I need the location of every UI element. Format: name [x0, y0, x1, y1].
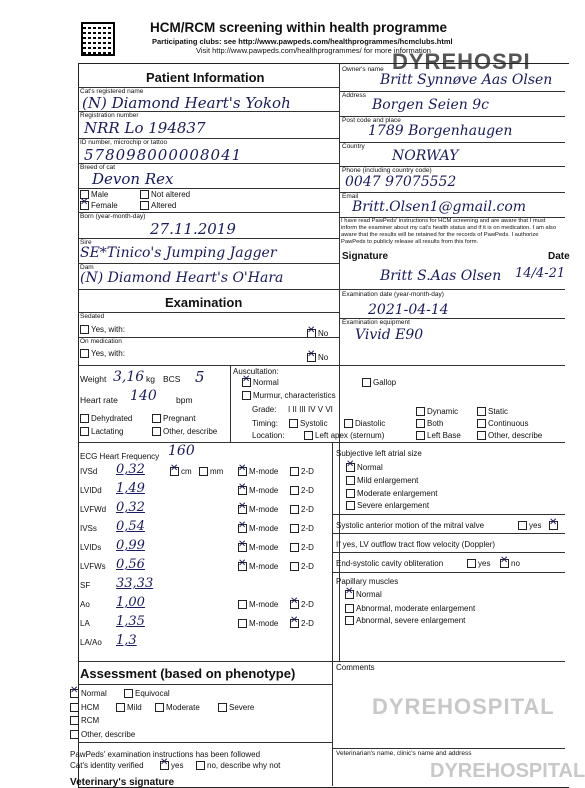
sire-value: SE*Tinico's Jumping Jagger — [80, 245, 277, 261]
ecg-row — [78, 595, 333, 613]
twod-option[interactable]: 2-D — [290, 486, 314, 495]
altered-checkbox[interactable] — [140, 201, 149, 210]
assess-equivocal[interactable]: Equivocal — [124, 689, 170, 698]
cats-name-label: Cat's registered name — [80, 88, 144, 95]
ecg-label: IVSd — [80, 467, 98, 476]
bcs-value: 5 — [195, 368, 205, 386]
ecg-label: IVSs — [80, 524, 97, 533]
assess-normal[interactable]: ✕Normal — [70, 689, 107, 698]
address-value: Borgen Seien 9c — [372, 97, 489, 113]
twod-option[interactable]: 2-D — [290, 524, 314, 533]
la-size-label: Subjective left atrial size — [336, 449, 422, 458]
dob-label: Born (year-month-day) — [80, 213, 146, 220]
la-normal[interactable]: ✕Normal — [346, 463, 383, 472]
assess-rcm[interactable]: RCM — [70, 716, 99, 725]
assess-normal-checkbox[interactable] — [70, 689, 79, 698]
assess-severe-checkbox[interactable] — [218, 703, 227, 712]
bpm-unit: bpm — [176, 395, 193, 405]
mmode-option[interactable]: ✕ M-mode — [238, 486, 278, 495]
address-label: Address — [342, 92, 366, 99]
ausc-murmur-checkbox[interactable] — [242, 391, 251, 400]
instructions-followed: PawPeds' examination instructions has been followed — [70, 750, 261, 759]
postcode-value: 1789 Borgenhaugen — [368, 123, 513, 139]
la-mild[interactable]: Mild enlargement — [346, 476, 418, 485]
twod-checkbox[interactable] — [290, 505, 299, 514]
pap-severe[interactable]: Abnormal, severe enlargement — [345, 616, 465, 625]
ecg-value: 0,99 — [116, 538, 145, 553]
vet-signature-label: Veterinary's signature — [70, 777, 175, 788]
ecg-row — [78, 538, 333, 556]
la-mild-checkbox[interactable] — [346, 476, 355, 485]
ecg-value: 0,32 — [116, 462, 145, 477]
diastolic-checkbox[interactable] — [344, 419, 353, 428]
left-base-checkbox[interactable] — [416, 431, 425, 440]
reg-value: NRR Lo 194837 — [84, 119, 206, 137]
continuous-checkbox[interactable] — [477, 419, 486, 428]
mmode-checkbox[interactable] — [238, 619, 247, 628]
ecg-value: 0,32 — [116, 500, 145, 515]
grade-label: Grade: — [252, 405, 277, 414]
medication-yes[interactable]: Yes, with: — [80, 349, 125, 358]
twod-checkbox[interactable] — [290, 562, 299, 571]
both-option[interactable]: Both — [416, 419, 443, 428]
pap-moderate-checkbox[interactable] — [345, 604, 354, 613]
examination-title: Examination — [165, 295, 243, 310]
papillary-label: Papillary muscles — [336, 577, 399, 586]
mmode-checkbox[interactable] — [238, 600, 247, 609]
left-apex-checkbox[interactable] — [304, 431, 313, 440]
ecg-row — [78, 633, 333, 651]
ecg-label: Ao — [80, 600, 90, 609]
visit-link[interactable]: Visit http://www.pawpeds.com/healthprogrammes/ for more information — [196, 46, 431, 55]
ecg-value: 1,49 — [116, 481, 145, 496]
clinic-stamp-faint: DYREHOSPITAL — [372, 694, 555, 719]
dam-label: Dam — [80, 264, 94, 271]
eso-label: End-systolic cavity obliteration — [336, 559, 444, 568]
bcs-label: BCS — [163, 374, 181, 384]
location-label: Location: — [252, 431, 285, 440]
signature-label: Signature — [342, 251, 389, 262]
twod-option[interactable]: 2-D — [290, 543, 314, 552]
mmode-checkbox[interactable] — [238, 524, 247, 533]
ecg-value: 0,56 — [116, 557, 145, 572]
ecg-label: LA — [80, 619, 90, 628]
eso-no-checkbox[interactable] — [500, 559, 509, 568]
ecg-hr-value: 160 — [168, 443, 195, 459]
mmode-checkbox[interactable] — [238, 467, 247, 476]
vet-name-label: Veterinarian's name, clinic's name and address — [336, 750, 472, 757]
not-altered-checkbox[interactable] — [140, 190, 149, 199]
equipment-value: Vivid E90 — [355, 327, 424, 343]
ausc-gallop-checkbox[interactable] — [362, 378, 371, 387]
sam-no[interactable] — [549, 521, 560, 530]
ecg-hr-label: ECG Heart Frequency — [80, 452, 160, 461]
mmode-checkbox[interactable] — [238, 543, 247, 552]
ecg-row — [78, 500, 333, 518]
sex-not-altered[interactable]: Not altered — [140, 190, 190, 199]
diastolic-option[interactable]: Diastolic — [344, 419, 385, 428]
equipment-label: Examination equipment — [342, 319, 410, 326]
heart-rate-label: Heart rate — [80, 395, 118, 405]
identity-verified: Cat's identity verified — [70, 761, 144, 770]
weight-value: 3,16 — [113, 369, 145, 385]
ecg-row — [78, 576, 333, 594]
ausc-murmur[interactable]: Murmur, characteristics — [242, 391, 336, 400]
other-describe-option[interactable]: Other, describe — [152, 427, 217, 436]
mmode-option[interactable]: ✕ M-mode — [238, 562, 278, 571]
both-checkbox[interactable] — [416, 419, 425, 428]
sedated-yes-checkbox[interactable] — [80, 325, 89, 334]
twod-checkbox[interactable] — [290, 619, 299, 628]
ecg-label: LVIDs — [80, 543, 102, 552]
assess-hcm-checkbox[interactable] — [70, 703, 79, 712]
id-label: ID number, microchip or tattoo — [80, 139, 168, 146]
medication-label: On medication — [80, 338, 122, 345]
postcode-label: Post code and place — [342, 117, 401, 124]
la-severe-checkbox[interactable] — [346, 501, 355, 510]
ecg-label: LVFWd — [80, 505, 107, 514]
eso-yes[interactable]: yes — [467, 559, 490, 568]
eso-no[interactable]: ✕ no — [500, 559, 520, 568]
pap-normal-checkbox[interactable] — [345, 590, 354, 599]
owner-name-value: Britt Synnøve Aas Olsen — [380, 72, 553, 88]
ecg-label: LA/Ao — [80, 638, 102, 647]
twod-option[interactable]: 2-D — [290, 467, 314, 476]
clubs-link[interactable]: Participating clubs: see http://www.pawpeds.com/healthprogrammes/hcmclubs.html — [152, 37, 453, 46]
exam-date-value: 2021-04-14 — [368, 302, 449, 318]
sam-yes[interactable]: yes — [518, 521, 541, 530]
sam-yes-checkbox[interactable] — [518, 521, 527, 530]
twod-option[interactable]: 2-D — [290, 505, 314, 514]
assess-rcm-checkbox[interactable] — [70, 716, 79, 725]
breed-value: Devon Rex — [92, 170, 174, 188]
ecg-row — [78, 481, 333, 499]
exam-date-label: Examination date (year-month-day) — [342, 291, 444, 298]
continuous-option[interactable]: Continuous — [477, 419, 528, 428]
auscultation-label: Auscultation: — [233, 367, 279, 376]
heart-rate-value: 140 — [130, 388, 157, 404]
static-option[interactable]: Static — [477, 407, 508, 416]
mmode-option[interactable]: ✕ M-mode — [238, 505, 278, 514]
eso-yes-checkbox[interactable] — [467, 559, 476, 568]
sam-no-checkbox[interactable] — [549, 521, 558, 530]
kg-unit: kg — [146, 374, 155, 384]
twod-option[interactable]: 2-D — [290, 562, 314, 571]
mmode-option[interactable]: ✕ M-mode — [238, 467, 278, 476]
reg-label: Registration number — [80, 112, 139, 119]
consent-text: I have read PawPeds' instructions for HCM screening and are aware that I must inform the examiner about my cat's health status and if it is on medication. I am also aware that the results will be retained for the records of PawPeds. I authorize PawPeds to publicly release all results from this form. — [341, 218, 557, 245]
identity-no[interactable]: no, describe why not — [196, 761, 280, 770]
dehydrated-option[interactable]: Dehydrated — [80, 414, 132, 423]
identity-yes[interactable]: ✕ yes — [160, 761, 183, 770]
pap-moderate[interactable]: Abnormal, moderate enlargement — [345, 604, 475, 613]
la-moderate[interactable]: Moderate enlargement — [346, 489, 438, 498]
ecg-value: 0,54 — [116, 519, 145, 534]
mm-checkbox[interactable] — [199, 467, 208, 476]
identity-no-checkbox[interactable] — [196, 761, 205, 770]
owner-signature: Britt S.Aas Olsen — [380, 268, 502, 284]
sedated-yes[interactable]: Yes, with: — [80, 325, 125, 334]
sex-male[interactable]: Male — [80, 190, 108, 199]
ecg-label: LVIDd — [80, 486, 102, 495]
la-moderate-checkbox[interactable] — [346, 489, 355, 498]
systolic-checkbox[interactable] — [289, 419, 298, 428]
mm-option[interactable]: mm — [199, 467, 223, 476]
date-label: Date — [548, 251, 570, 262]
ecg-row — [78, 519, 333, 537]
email-label: Email — [342, 193, 359, 200]
assess-equivocal-checkbox[interactable] — [124, 689, 133, 698]
medication-no-checkbox[interactable] — [307, 353, 316, 362]
twod-option[interactable]: ✕ 2-D — [290, 600, 314, 609]
female-checkbox[interactable] — [80, 201, 89, 210]
comments-label: Comments — [336, 663, 375, 672]
left-apex-option[interactable]: Left apex (sternum) — [304, 431, 384, 440]
static-checkbox[interactable] — [477, 407, 486, 416]
twod-checkbox[interactable] — [290, 467, 299, 476]
mmode-checkbox[interactable] — [238, 505, 247, 514]
mmode-option[interactable]: M-mode — [238, 600, 278, 609]
ecg-row — [78, 614, 333, 632]
sedated-no[interactable]: ✕ No — [307, 329, 328, 338]
phone-label: Phone (including country code) — [342, 167, 432, 174]
assess-mild-checkbox[interactable] — [116, 703, 125, 712]
country-value: NORWAY — [392, 148, 459, 164]
lactating-option[interactable]: Lactating — [80, 427, 123, 436]
assess-mild[interactable]: Mild — [116, 703, 142, 712]
la-normal-checkbox[interactable] — [346, 463, 355, 472]
form-title: HCM/RCM screening within health programme — [150, 20, 448, 35]
other-location-checkbox[interactable] — [477, 431, 486, 440]
ecg-value: 33,33 — [116, 576, 154, 591]
left-base-option[interactable]: Left Base — [416, 431, 461, 440]
assess-moderate[interactable]: Moderate — [155, 703, 200, 712]
country-label: Country — [342, 143, 365, 150]
pregnant-option[interactable]: Pregnant — [152, 414, 195, 423]
assess-severe[interactable]: Severe — [218, 703, 254, 712]
pregnant-checkbox[interactable] — [152, 414, 161, 423]
assess-moderate-checkbox[interactable] — [155, 703, 164, 712]
mmode-option[interactable]: M-mode — [238, 619, 278, 628]
ecg-row — [78, 462, 333, 480]
twod-checkbox[interactable] — [290, 486, 299, 495]
assess-other-checkbox[interactable] — [70, 730, 79, 739]
phone-value: 0047 97075552 — [345, 174, 457, 190]
twod-checkbox[interactable] — [290, 524, 299, 533]
pap-severe-checkbox[interactable] — [345, 616, 354, 625]
ecg-label: LVFWs — [80, 562, 106, 571]
twod-checkbox[interactable] — [290, 600, 299, 609]
ecg-value: 1,35 — [116, 614, 145, 629]
medication-yes-checkbox[interactable] — [80, 349, 89, 358]
sire-label: Sire — [80, 239, 92, 246]
lactating-checkbox[interactable] — [80, 427, 89, 436]
dynamic-checkbox[interactable] — [416, 407, 425, 416]
sex-altered[interactable]: Altered — [140, 201, 176, 210]
ecg-value: 1,00 — [116, 595, 145, 610]
patient-info-title: Patient Information — [146, 70, 265, 85]
assess-other[interactable]: Other, describe — [70, 730, 135, 739]
weight-label: Weight — [80, 374, 107, 384]
ecg-value: 1,3 — [116, 633, 137, 648]
twod-option[interactable]: ✕ 2-D — [290, 619, 314, 628]
owner-name-label: Owner's name — [342, 66, 384, 73]
id-value: 578098000008041 — [84, 146, 243, 164]
la-severe[interactable]: Severe enlargement — [346, 501, 429, 510]
ecg-row — [78, 557, 333, 575]
dynamic-option[interactable]: Dynamic — [416, 407, 458, 416]
timing-label: Timing: — [252, 419, 278, 428]
mmode-checkbox[interactable] — [238, 486, 247, 495]
dehydrated-checkbox[interactable] — [80, 414, 89, 423]
ecg-label: SF — [80, 581, 91, 590]
clinic-stamp: DYREHOSPI — [392, 49, 531, 74]
mmode-checkbox[interactable] — [238, 562, 247, 571]
pap-normal[interactable]: ✕Normal — [345, 590, 382, 599]
assess-hcm[interactable]: HCM — [70, 703, 99, 712]
identity-yes-checkbox[interactable] — [160, 761, 169, 770]
medication-no[interactable]: ✕ No — [307, 353, 328, 362]
assessment-title: Assessment (based on phenotype) — [80, 666, 296, 681]
sam-label: Systolic anterior motion of the mitral valve — [336, 521, 485, 530]
breed-label: Breed of cat — [80, 164, 116, 171]
dam-value: (N) Diamond Heart's O'Hara — [80, 270, 284, 286]
other-location-option[interactable]: Other, describe — [477, 431, 542, 440]
mmode-option[interactable]: ✕ M-mode — [238, 524, 278, 533]
cm-option[interactable]: ✕ cm — [170, 467, 192, 476]
cats-name-value: (N) Diamond Heart's Yokoh — [82, 94, 291, 112]
owner-signature-date: 14/4-21 — [515, 266, 566, 281]
systolic-option[interactable]: Systolic — [289, 419, 328, 428]
email-value: Britt.Olsen1@gmail.com — [352, 199, 527, 215]
ausc-gallop[interactable]: Gallop — [362, 378, 396, 387]
lvot-label: If yes, LV outflow tract flow velocity (Doppler) — [336, 540, 496, 549]
sedated-label: Sedated — [80, 313, 105, 320]
mmode-option[interactable]: ✕ M-mode — [238, 543, 278, 552]
cm-checkbox[interactable] — [170, 467, 179, 476]
twod-checkbox[interactable] — [290, 543, 299, 552]
grade-options[interactable]: I II III IV V VI — [288, 405, 333, 414]
qr-code — [81, 22, 115, 56]
clinic-stamp-faint-2: DYREHOSPITAL — [430, 760, 585, 782]
dob-value: 27.11.2019 — [150, 220, 236, 238]
ausc-normal[interactable]: ✕Normal — [242, 378, 279, 387]
sex-female[interactable]: ✕Female — [80, 201, 118, 210]
ausc-normal-checkbox[interactable] — [242, 378, 251, 387]
other-describe-checkbox[interactable] — [152, 427, 161, 436]
